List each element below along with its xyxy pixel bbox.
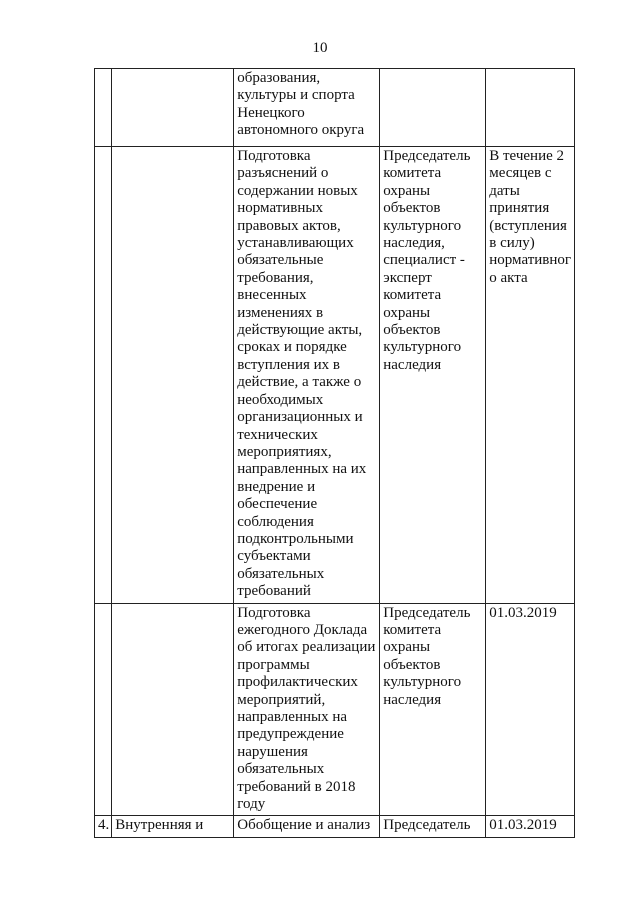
deadline-cell: [486, 603, 575, 816]
activity-cell-line: направленных на: [237, 709, 348, 725]
table-row: [95, 69, 575, 147]
responsible-cell: [380, 816, 486, 837]
responsible-cell-line: комитета: [383, 165, 442, 182]
activity-cell-line: обязательных: [237, 761, 325, 778]
activity-cell: [234, 603, 380, 816]
activity-cell-line: Обобщение и анализ: [237, 817, 371, 834]
activity-cell-line: направленных на их: [237, 461, 367, 478]
activity-cell-line: устанавливающих: [237, 235, 354, 252]
activity-cell-line: изменениях в: [237, 304, 324, 321]
activity-cell-line: организационных и: [237, 409, 363, 426]
responsible-cell-line: объектов: [383, 322, 441, 339]
activity-cell-line: технических: [237, 426, 318, 443]
measures-table: [94, 68, 575, 838]
section-cell: [112, 603, 234, 816]
activity-cell-line: действие, а также о: [237, 374, 362, 391]
activity-cell-line: Подготовка: [237, 604, 311, 621]
deadline-cell-line: нормативног: [489, 252, 572, 269]
activity-cell-line: автономного округа: [237, 122, 365, 139]
activity-cell-line: внедрение и: [237, 478, 316, 495]
deadline-cell-line: 01.03.2019: [489, 817, 557, 834]
section-cell: [112, 816, 234, 837]
activity-cell-line: действующие акты,: [237, 322, 363, 339]
activity-cell-line: образования,: [237, 70, 321, 86]
activity-cell-line: требования,: [237, 269, 314, 286]
activity-cell-line: нарушения: [237, 743, 308, 760]
activity-cell-line: обеспечение: [237, 496, 318, 513]
activity-cell-line: требований в 2018: [237, 778, 356, 795]
responsible-cell-line: комитета: [383, 621, 442, 638]
deadline-cell-line: принятия: [489, 200, 550, 217]
table-row: [95, 603, 575, 816]
activity-cell-line: мероприятий,: [237, 691, 326, 708]
activity-cell-line: обязательных: [237, 565, 325, 582]
row-number-cell: [95, 603, 112, 816]
activity-cell-line: обязательные: [237, 252, 324, 269]
responsible-cell-line: охраны: [383, 182, 431, 199]
row-number-cell: [95, 147, 112, 604]
deadline-cell: [486, 69, 575, 147]
activity-cell: [234, 816, 380, 837]
responsible-cell-line: объектов: [383, 656, 441, 673]
responsible-cell-line: Председатель: [383, 148, 471, 164]
responsible-cell-line: культурного: [383, 217, 462, 234]
responsible-cell-line: Председатель: [383, 604, 471, 621]
activity-cell-line: субъектами: [237, 548, 311, 565]
section-cell: [112, 69, 234, 147]
activity-cell-line: нормативных: [237, 200, 323, 217]
row-number-cell: [95, 69, 112, 147]
deadline-cell-line: (вступления: [489, 217, 567, 234]
deadline-cell-line: о акта: [489, 269, 528, 286]
responsible-cell-line: наследия: [383, 356, 442, 373]
activity-cell-line: профилактических: [237, 674, 358, 691]
activity-cell-line: правовых актов,: [237, 217, 341, 234]
activity-cell-line: Подготовка: [237, 148, 311, 164]
page-number: 10: [312, 40, 328, 56]
deadline-cell-line: В течение 2: [489, 148, 565, 164]
activity-cell-line: необходимых: [237, 391, 324, 408]
deadline-cell-line: даты: [489, 182, 520, 199]
activity-cell-line: Ненецкого: [237, 104, 305, 121]
table-row: [95, 147, 575, 604]
responsible-cell-line: охраны: [383, 304, 431, 321]
deadline-cell-line: 01.03.2019: [489, 604, 557, 621]
responsible-cell-line: объектов: [383, 200, 441, 217]
activity-cell-line: об итогах реализации: [237, 639, 376, 656]
activity-cell-line: требований: [237, 583, 311, 600]
responsible-cell-line: комитета: [383, 287, 442, 304]
activity-cell-line: программы: [237, 656, 310, 673]
responsible-cell-line: эксперт: [383, 269, 432, 286]
responsible-cell: [380, 603, 486, 816]
responsible-cell-line: культурного: [383, 674, 462, 691]
activity-cell-line: году: [237, 796, 266, 813]
activity-cell-line: культуры и спорта: [237, 87, 355, 104]
activity-cell-line: внесенных: [237, 287, 307, 304]
activity-cell: [234, 147, 380, 604]
row-number-cell-text: 4.: [98, 817, 110, 834]
deadline-cell: [486, 147, 575, 604]
section-cell: [112, 147, 234, 604]
responsible-cell-line: специалист -: [383, 252, 465, 269]
deadline-cell: [486, 816, 575, 837]
activity-cell-line: разъяснений о: [237, 165, 329, 182]
table-row: [95, 816, 575, 837]
activity-cell-line: подконтрольными: [237, 530, 354, 547]
responsible-cell-line: культурного: [383, 339, 462, 356]
deadline-cell-line: месяцев с: [489, 165, 552, 182]
activity-cell-line: предупреждение: [237, 726, 344, 743]
responsible-cell-line: Председатель: [383, 817, 471, 834]
activity-cell-line: мероприятиях,: [237, 443, 332, 460]
activity-cell-line: сроках и порядке: [237, 339, 347, 356]
row-number-cell: [95, 816, 112, 837]
responsible-cell: [380, 69, 486, 147]
responsible-cell: [380, 147, 486, 604]
section-cell-text: Внутренняя и: [115, 817, 204, 834]
responsible-cell-line: наследия: [383, 691, 442, 708]
responsible-cell-line: охраны: [383, 639, 431, 656]
activity-cell: [234, 69, 380, 147]
deadline-cell-line: в силу): [489, 235, 535, 252]
responsible-cell-line: наследия,: [383, 235, 445, 252]
activity-cell-line: содержании новых: [237, 182, 358, 199]
activity-cell-line: соблюдения: [237, 513, 314, 530]
activity-cell-line: вступления их в: [237, 356, 340, 373]
activity-cell-line: ежегодного Доклада: [237, 621, 368, 638]
